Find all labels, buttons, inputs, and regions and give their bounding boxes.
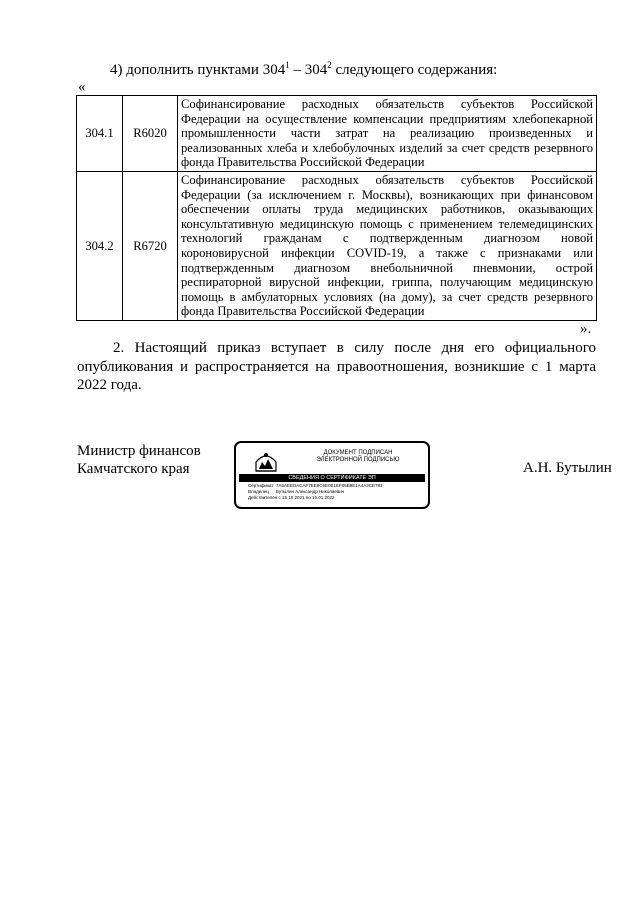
cert-value: 7A6AEEDACAF7EE8C6E0E1EF05B9E1A4A3CE783 [276,483,383,488]
intro-suffix: следующего содержания: [331,62,498,78]
intro-sup-1: 1 [285,60,290,70]
validity-period: Действителен с 15.10.2021 по 15.01.2022 [248,495,335,500]
table-row [77,171,597,320]
intro-dash: – 304 [289,62,328,78]
intro-sup-2: 2 [327,60,332,70]
effective-date-paragraph: 2. Настоящий приказ вступает в силу после дня его официального опубликования и распространяется на правоотношения, возникшие с 1 марта 2022 года. [77,340,596,393]
budget-classification-table [76,95,597,321]
row-code: R6020 [123,96,178,172]
position-line-2: Камчатского края [77,461,190,477]
cert-label: Сертификат [248,483,274,488]
position-line-1: Министр финансов [77,443,201,459]
stamp-heading [292,450,424,464]
owner-value: Бутылин Александр Николаевич [276,489,345,494]
row-number: 304.1 [77,96,123,172]
stamp-certificate-info [248,483,383,501]
intro-line [110,62,497,79]
stamp-certificate-bar: СВЕДЕНИЯ О СЕРТИФИКАТЕ ЭП [239,474,425,482]
open-quote: « [78,79,86,95]
row-description: Софинансирование расходных обязательств субъектов Российской Федерации на осуществление компенсации предприятиям хлебопекарной промышленности части затрат на реализацию произведенных и реализованных хлеба и хлебобулочных изделий за счет средств резервного фонда Правительства Российской Федерации [178,96,597,172]
row-number: 304.2 [77,171,123,320]
intro-prefix: 4) дополнить пунктами 304 [110,62,286,78]
signatory-position [77,442,201,478]
table-row [77,96,597,172]
coat-of-arms-icon [254,449,278,473]
stamp-heading-line-2: ЭЛЕКТРОННОЙ ПОДПИСЬЮ [316,457,400,463]
owner-label: Владелец [248,489,269,494]
row-code: R6720 [123,171,178,320]
electronic-signature-stamp [234,441,430,509]
close-quote: ». [580,321,592,337]
stamp-heading-line-1: ДОКУМЕНТ ПОДПИСАН [323,450,393,456]
row-description: Софинансирование расходных обязательств субъектов Российской Федерации (за исключением г. Москвы), возникающих при финансовом обеспечении оплаты труда медицинских работников, оказывающих консультативную медицинскую помощь с применением телемедицинских технологий гражданам с подтвержденным диагнозом новой короновирусной инфекции COVID-19, а также с признаками или подтвержденным диагнозом внебольничной пневмонии, острой респираторной вирусной инфекции, гриппа, получающим медицинскую помощь в амбулаторных условиях (на дому), за счет средств резервного фонда Правительства Российской Федерации [178,171,597,320]
signatory-name: А.Н. Бутылин [523,460,612,476]
